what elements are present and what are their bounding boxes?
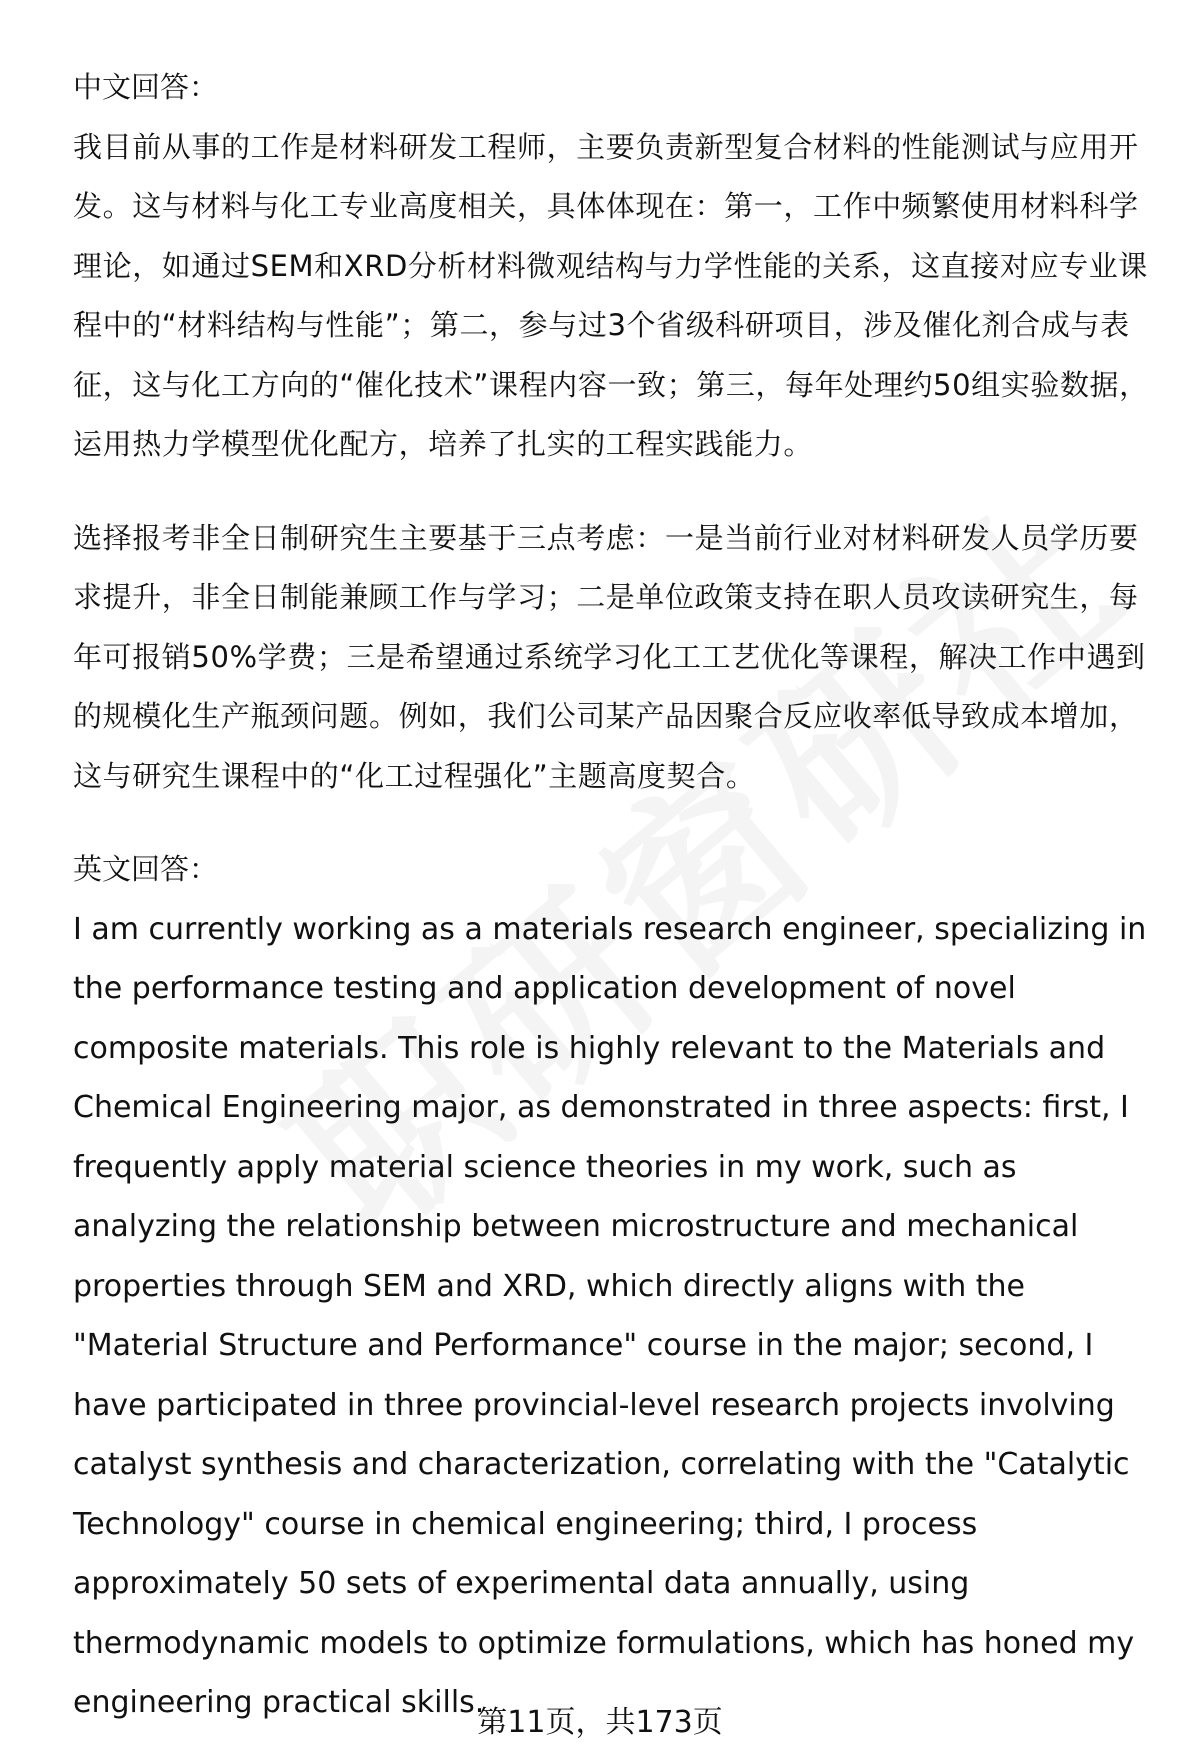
paragraph-gap — [73, 806, 1153, 840]
paragraph-gap — [73, 475, 1153, 509]
page-number-footer: 第11页，共173页 — [477, 1705, 723, 1740]
english-answer-heading: 英文回答： — [73, 852, 219, 886]
chinese-answer-paragraph-2: 选择报考非全日制研究生主要基于三点考虑：一是当前行业对材料研发人员学历要求提升，非全日制能兼顾工作与学习；二是单位政策支持在职人员攻读研究生，每年可报销50%学费；三是希望通过系统学习化工工艺优化等课程，解决工作中遇到的规模化生产瓶颈问题。例如，我们公司某产品因聚合反应收率低导致成本增加，这与研究生课程中的“化工过程强化”主题高度契合。 — [73, 520, 1146, 793]
page-content — [73, 58, 1153, 1733]
chinese-answer-heading: 中文回答： — [73, 70, 219, 104]
chinese-answer-paragraph-1: 我目前从事的工作是材料研发工程师，主要负责新型复合材料的性能测试与应用开发。这与材料与化工专业高度相关，具体体现在：第一，工作中频繁使用材料科学理论，如通过SEM和XRD分析材料微观结构与力学性能的关系，这直接对应专业课程中的“材料结构与性能”；第二，参与过3个省级科研项目，涉及催化剂合成与表征，这与化工方向的“催化技术”课程内容一致；第三，每年处理约50组实验数据，运用热力学模型优化配方，培养了扎实的工程实践能力。 — [73, 129, 1149, 461]
english-answer-paragraph-1: I am currently working as a materials research engineer, specializing in the performance testing and application development of novel composite materials. This role is highly relevant to the Materials and Chemical Engineering major, as demonstrated in three aspects: first, I frequently apply material science theories in my work, such as analyzing the relationship between microstructure and mechanical properties through SEM and XRD, which directly aligns with the "Material Structure and Performance" course in the major; second, I have participated in three provincial-level research projects involving catalyst synthesis and characterization, correlating with the "Catalytic Technology" course in chemical engineering; third, I process approximately 50 sets of experimental data annually, using thermodynamic models to optimize formulations, which has honed my engineering practical skills. — [73, 911, 1147, 1720]
